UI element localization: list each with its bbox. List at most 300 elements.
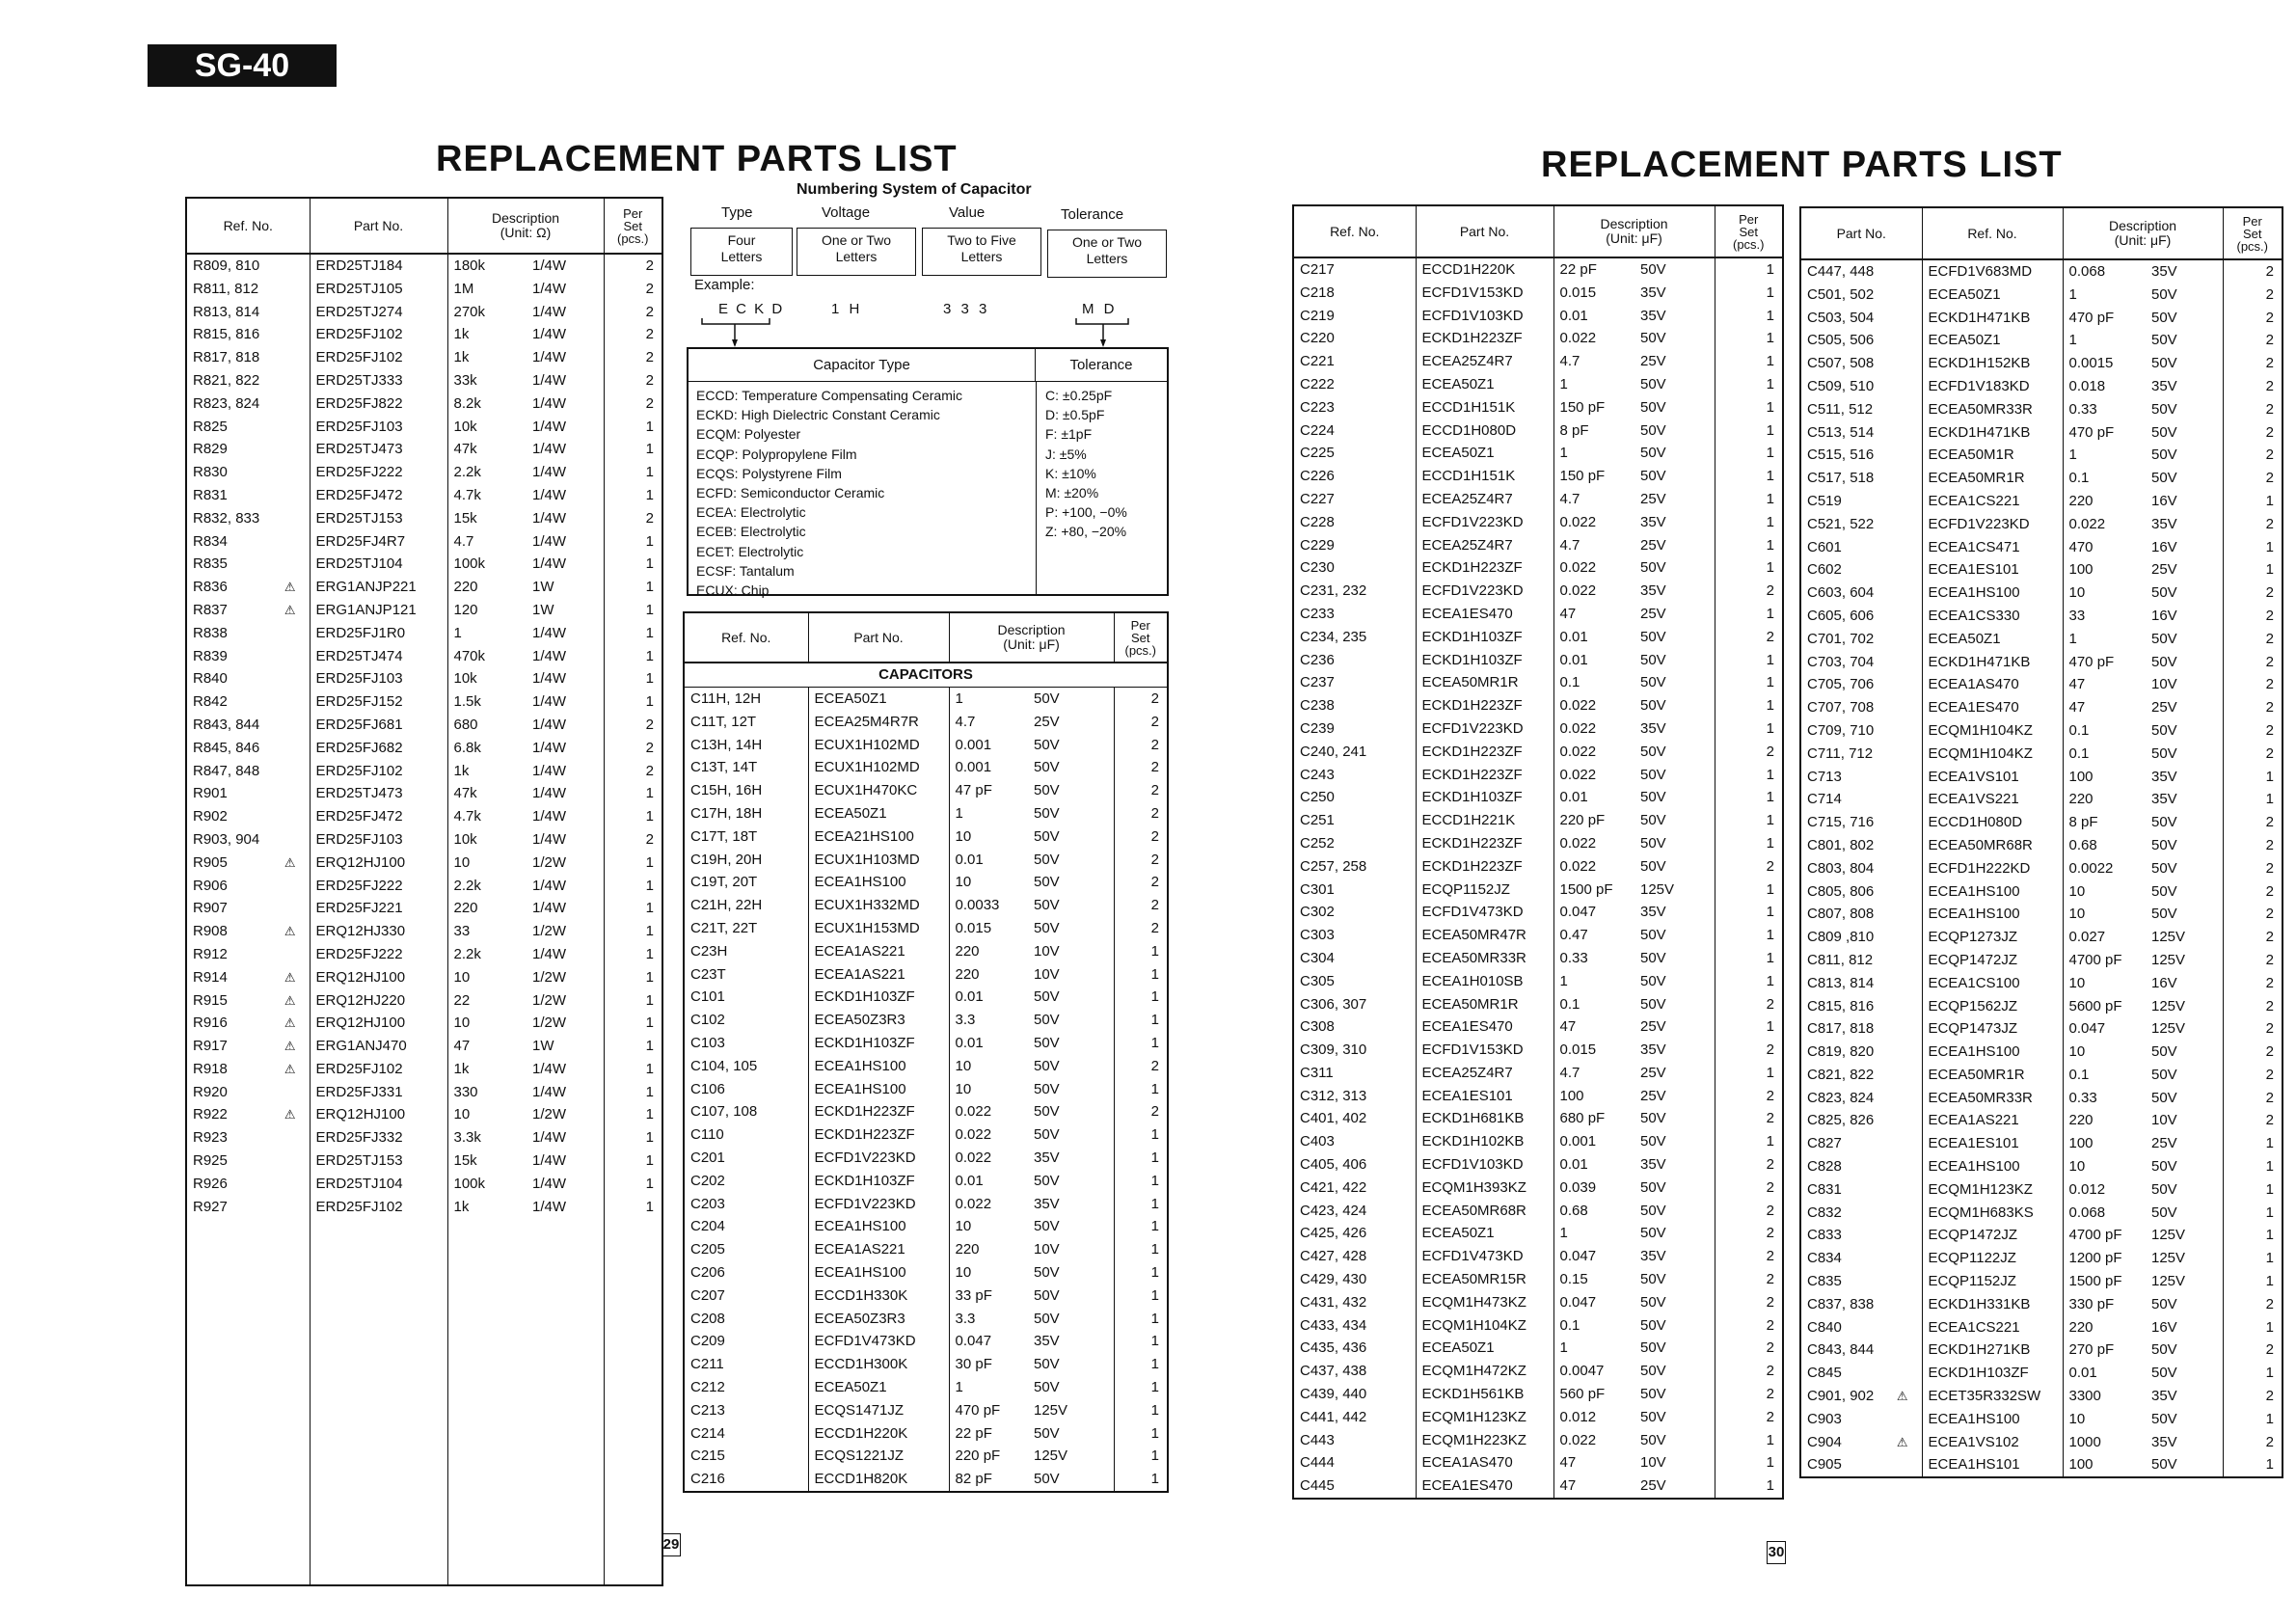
part-no-cell: ECQP1562JZ (1922, 995, 2063, 1018)
ref-no: R902 (193, 808, 228, 825)
part-no-cell: ECET35R332SW (1922, 1385, 2063, 1408)
ref-no: R845, 846 (193, 739, 260, 756)
table-row (1293, 1039, 1783, 1062)
empty-cell (527, 1447, 604, 1471)
ref-no: R815, 816 (193, 326, 260, 343)
rating-cell: 1/4W (532, 624, 567, 641)
value-cell: 3300 (2063, 1385, 2146, 1408)
table-row (186, 714, 662, 737)
part-no-cell: ERD25FJ1R0 (310, 622, 447, 645)
rating-cell: 1/4W (532, 303, 567, 320)
per-set-cell: 2 (1114, 1055, 1168, 1078)
rating-cell: 1/2W (532, 923, 567, 940)
per-set-cell: 2 (604, 507, 662, 530)
part-no-cell: ECKD1H223ZF (1416, 764, 1553, 787)
empty-cell (186, 1287, 310, 1311)
table-row (684, 756, 1168, 779)
per-set-cell: 2 (2223, 834, 2282, 857)
part-no-cell: ECQM1H104KZ (1922, 743, 2063, 766)
table-row (1293, 1314, 1783, 1338)
rating-cell: 50V (1034, 851, 1060, 868)
table-row (1293, 1107, 1783, 1130)
ref-no-cell: C444 (1300, 1454, 1335, 1472)
part-no-cell: ECEA1CS330 (1922, 605, 2063, 628)
empty-cell (310, 1218, 447, 1241)
rating-cell: 50V (2151, 470, 2177, 487)
ref-no: R809, 810 (193, 257, 260, 274)
header-part-no: Part No. (1800, 207, 1922, 259)
per-set-cell: 1 (604, 805, 662, 828)
empty-row (186, 1311, 662, 1334)
value-cell: 4.7 (1553, 350, 1634, 373)
per-set-cell: 1 (604, 1150, 662, 1173)
ref-no-cell: C206 (690, 1263, 725, 1281)
per-set-cell: 1 (1114, 1193, 1168, 1216)
ref-no-cell (1800, 1362, 1922, 1385)
table-row (186, 530, 662, 554)
table-row (186, 737, 662, 760)
rating-cell: 1/4W (532, 349, 567, 366)
rating-cell: 35V (1640, 284, 1666, 301)
value-cell: 10 (447, 1012, 527, 1035)
part-no-cell: ECEA1ES101 (1922, 558, 2063, 582)
part-no-cell: ECQS1471JZ (808, 1399, 949, 1422)
ref-no-cell: C308 (1300, 1018, 1335, 1036)
empty-cell (527, 1311, 604, 1334)
part-no-cell: ECKD1H561KB (1416, 1383, 1553, 1406)
empty-cell (186, 1311, 310, 1334)
part-no-cell: ECUX1H103MD (808, 849, 949, 872)
ref-no: C831 (1807, 1180, 1842, 1198)
rating-cell: 50V (1640, 1225, 1666, 1242)
table-row (1800, 1431, 2282, 1454)
ref-no-cell: C107, 108 (690, 1103, 758, 1121)
ref-no: C709, 710 (1807, 721, 1875, 739)
numbering-label-voltage: Voltage (822, 204, 871, 221)
empty-cell (604, 1471, 662, 1494)
capacitor-type-item: ECQM: Polyester (696, 426, 801, 443)
ref-no: C602 (1807, 561, 1842, 579)
rating-cell: 50V (1640, 1110, 1666, 1127)
part-no-cell: ERD25TJ153 (310, 507, 447, 530)
rating-cell: 1/4W (532, 418, 567, 435)
empty-cell (186, 1241, 310, 1264)
part-no-cell: ECEA21HS100 (808, 825, 949, 849)
empty-cell (310, 1562, 447, 1585)
per-set-cell: 2 (1114, 756, 1168, 779)
ref-no: R927 (193, 1198, 228, 1215)
ref-no-cell (186, 1103, 310, 1126)
rating-cell: 1/4W (532, 877, 567, 894)
empty-cell (186, 1517, 310, 1540)
per-set-cell: 1 (604, 622, 662, 645)
part-no-cell: ERD25FJ152 (310, 690, 447, 714)
part-no-cell: ECEA25Z4R7 (1416, 534, 1553, 557)
table-row (186, 1150, 662, 1173)
rating-cell: 25V (1640, 605, 1666, 622)
empty-cell (186, 1333, 310, 1356)
value-cell: 8.2k (447, 392, 527, 416)
rating-cell: 50V (2151, 1180, 2177, 1198)
per-set-cell: 2 (604, 301, 662, 324)
rating-cell: 1W (532, 601, 554, 618)
per-set-cell: 2 (1715, 1222, 1783, 1245)
rating-cell: 50V (2151, 721, 2177, 739)
part-no-cell: ECKD1H271KB (1922, 1339, 2063, 1362)
per-set-cell: 1 (1114, 1308, 1168, 1331)
ref-no-cell (186, 278, 310, 301)
part-no-cell: ECEA1CS471 (1922, 536, 2063, 559)
value-cell: 0.1 (2063, 743, 2146, 766)
value-cell: 10 (949, 1215, 1028, 1238)
ref-no-cell (186, 828, 310, 852)
per-set-cell: 1 (1715, 305, 1783, 328)
value-cell: 0.039 (1553, 1177, 1634, 1200)
table-row (186, 1012, 662, 1035)
table-row (186, 507, 662, 530)
per-set-cell: 1 (1715, 924, 1783, 947)
value-cell: 150 pF (1553, 465, 1634, 488)
table-row (1800, 259, 2282, 284)
per-set-cell: 1 (2223, 1316, 2282, 1339)
value-cell: 4.7 (1553, 488, 1634, 511)
per-set-cell: 2 (1715, 580, 1783, 603)
header-ref-no: Ref. No. (186, 198, 310, 254)
part-no-cell: ERD25FJ102 (310, 1058, 447, 1081)
ref-no-cell: C228 (1300, 513, 1335, 530)
value-cell: 220 pF (949, 1445, 1028, 1468)
rating-cell: 50V (1034, 1310, 1060, 1327)
example-label: Example: (694, 277, 755, 293)
ref-no-cell (186, 805, 310, 828)
rating-cell: 50V (1034, 1012, 1060, 1029)
table-row (186, 989, 662, 1013)
ref-no: R903, 904 (193, 830, 260, 848)
ref-no-cell (1800, 903, 1922, 926)
value-cell: 330 (447, 1081, 527, 1104)
ref-no: R914 (193, 968, 228, 986)
ref-no-cell: C15H, 16H (690, 782, 763, 799)
rating-cell: 50V (1640, 1271, 1666, 1288)
ref-no: C825, 826 (1807, 1112, 1875, 1129)
rating-cell: 35V (2151, 377, 2177, 394)
ref-no-cell (186, 645, 310, 668)
per-set-cell: 2 (2223, 1293, 2282, 1316)
ref-no-cell (1800, 1041, 1922, 1064)
rating-cell: 50V (1640, 949, 1666, 966)
value-cell: 0.0015 (2063, 352, 2146, 375)
ref-no-cell (186, 461, 310, 484)
empty-cell (186, 1402, 310, 1425)
rating-cell: 50V (1640, 398, 1666, 416)
empty-cell (186, 1379, 310, 1402)
empty-cell (527, 1264, 604, 1287)
ref-no-cell (186, 1173, 310, 1196)
tolerance-item: D: ±0.5pF (1045, 407, 1105, 423)
table-row (1293, 626, 1783, 649)
empty-cell (527, 1356, 604, 1379)
ref-no: R811, 812 (193, 280, 259, 297)
table-row (1293, 556, 1783, 580)
per-set-cell: 1 (1715, 373, 1783, 396)
rating-cell: 50V (2151, 1043, 2177, 1061)
ref-no: R831 (193, 486, 228, 503)
table-row (1293, 534, 1783, 557)
ref-no: R916 (193, 1014, 228, 1032)
empty-cell (447, 1311, 527, 1334)
table-row (684, 894, 1168, 917)
part-no-cell: ECUX1H102MD (808, 734, 949, 757)
value-cell: 0.022 (2063, 513, 2146, 536)
table-row (1800, 651, 2282, 674)
table-row (1293, 1337, 1783, 1360)
value-cell: 0.1 (2063, 719, 2146, 743)
value-cell: 0.022 (1553, 741, 1634, 764)
ref-no-cell: C401, 402 (1300, 1110, 1367, 1127)
ref-no-cell: C238 (1300, 697, 1335, 715)
value-cell: 220 (447, 576, 527, 599)
per-set-cell: 2 (604, 369, 662, 392)
table-row (684, 849, 1168, 872)
per-set-cell: 1 (2223, 1202, 2282, 1225)
table-row (186, 254, 662, 278)
ref-no: C803, 804 (1807, 859, 1875, 877)
rating-cell: 50V (2151, 653, 2177, 670)
value-cell: 0.015 (1553, 1039, 1634, 1062)
per-set-cell: 2 (604, 392, 662, 416)
table-row (186, 690, 662, 714)
value-cell: 22 (447, 989, 527, 1013)
value-cell: 0.022 (949, 1100, 1028, 1123)
ref-no-cell (1800, 1247, 1922, 1270)
part-no-cell: ECEA1VS221 (1922, 788, 2063, 811)
rating-cell: 50V (2151, 859, 2177, 877)
tolerance-item: Z: +80, −20% (1045, 524, 1127, 540)
rating-cell: 1/4W (532, 532, 567, 550)
part-no-cell: ECEA1AS470 (1416, 1451, 1553, 1474)
part-no-cell: ECEA1HS100 (1922, 1408, 2063, 1431)
value-cell: 0.01 (949, 1170, 1028, 1193)
ref-no-cell: C218 (1300, 284, 1335, 301)
ref-no-cell (1800, 1224, 1922, 1247)
per-set-cell: 1 (1715, 1062, 1783, 1085)
per-set-cell: 1 (1715, 488, 1783, 511)
value-cell: 10 (2063, 582, 2146, 605)
value-cell: 100 (2063, 766, 2146, 789)
value-cell: 4.7k (447, 484, 527, 507)
rating-cell: 35V (1640, 1248, 1666, 1265)
empty-cell (447, 1494, 527, 1517)
per-set-cell: 2 (2223, 719, 2282, 743)
ref-no-cell (1800, 1087, 1922, 1110)
rating-cell: 25V (1640, 1064, 1666, 1081)
capacitor-type-item: ECSF: Tantalum (696, 562, 795, 579)
ref-no-cell (186, 576, 310, 599)
rating-cell: 16V (2151, 974, 2177, 991)
safety-warning-icon: ⚠ (284, 580, 296, 595)
per-set-cell: 1 (2223, 766, 2282, 789)
rating-cell: 50V (2151, 332, 2177, 349)
ref-no-cell (1800, 972, 1922, 995)
header-description: Description (Unit: μF) (949, 612, 1114, 663)
header-part-no: Part No. (808, 612, 949, 663)
table-row (1800, 284, 2282, 307)
value-cell: 0.047 (949, 1330, 1028, 1353)
rating-cell: 1/4W (532, 693, 567, 711)
ref-no-cell: C223 (1300, 398, 1335, 416)
value-cell: 1 (1553, 373, 1634, 396)
per-set-cell: 2 (604, 714, 662, 737)
table-row (186, 645, 662, 668)
per-set-cell: 1 (1114, 1123, 1168, 1147)
ref-no-cell (1800, 1155, 1922, 1178)
ref-no-cell: C403 (1300, 1133, 1335, 1150)
part-no-cell: ECFD1V473KD (808, 1330, 949, 1353)
part-no-cell: ERQ12HJ220 (310, 989, 447, 1013)
part-no-cell: ECEA25Z4R7 (1416, 350, 1553, 373)
per-set-cell: 1 (604, 667, 662, 690)
part-no-cell: ECCD1H220K (1416, 257, 1553, 282)
table-row (186, 392, 662, 416)
table-row (186, 852, 662, 875)
rating-cell: 50V (1640, 1363, 1666, 1380)
rating-cell: 50V (1034, 759, 1060, 776)
empty-cell (310, 1356, 447, 1379)
ref-no-cell (1800, 651, 1922, 674)
per-set-cell: 1 (1114, 1238, 1168, 1261)
rating-cell: 35V (1640, 719, 1666, 737)
per-set-cell: 2 (604, 346, 662, 369)
table-row (1800, 628, 2282, 651)
value-cell: 0.022 (949, 1123, 1028, 1147)
table-row (1293, 327, 1783, 350)
ref-no-cell: C11H, 12H (690, 690, 762, 707)
rating-cell: 125V (1640, 880, 1675, 898)
value-cell: 47 (1553, 1474, 1634, 1499)
empty-cell (186, 1540, 310, 1563)
example-brackets (690, 314, 1173, 349)
per-set-cell: 1 (1114, 986, 1168, 1009)
value-cell: 0.33 (2063, 398, 2146, 421)
value-cell: 47k (447, 438, 527, 461)
part-no-cell: ECEA1HS100 (808, 1215, 949, 1238)
per-set-cell: 1 (2223, 1224, 2282, 1247)
per-set-cell: 2 (2223, 1385, 2282, 1408)
ref-no-cell (1800, 490, 1922, 513)
ref-no-cell: C301 (1300, 880, 1335, 898)
empty-cell (447, 1379, 527, 1402)
rating-cell: 50V (2151, 1341, 2177, 1359)
per-set-cell: 1 (2223, 1453, 2282, 1477)
ref-no-cell: C427, 428 (1300, 1248, 1367, 1265)
empty-row (186, 1517, 662, 1540)
header-description: Description (Unit: μF) (1553, 205, 1715, 257)
value-cell: 0.022 (1553, 580, 1634, 603)
ref-no-cell (1800, 1431, 1922, 1454)
rating-cell: 1/4W (532, 441, 567, 458)
value-cell: 47 (2063, 696, 2146, 719)
rating-cell: 1/4W (532, 647, 567, 664)
ref-no-cell: C225 (1300, 445, 1335, 462)
table-row (684, 825, 1168, 849)
header-description: Description (Unit: Ω) (447, 198, 604, 254)
part-no-cell: ECFD1V223KD (1416, 717, 1553, 741)
value-cell: 33 (2063, 605, 2146, 628)
ref-no-cell (186, 553, 310, 576)
table-row (684, 1376, 1168, 1399)
table-row (186, 461, 662, 484)
table-row (1293, 649, 1783, 672)
empty-cell (310, 1379, 447, 1402)
header-part-no: Part No. (1416, 205, 1553, 257)
empty-row (186, 1379, 662, 1402)
rating-cell: 25V (1640, 353, 1666, 370)
table-row (1293, 879, 1783, 902)
empty-row (186, 1447, 662, 1471)
per-set-cell: 1 (604, 576, 662, 599)
per-set-cell: 1 (1715, 947, 1783, 970)
empty-cell (310, 1494, 447, 1517)
value-cell: 330 pF (2063, 1293, 2146, 1316)
capacitor-type-item: ECUX: Chip (696, 582, 770, 598)
tolerance-item: C: ±0.25pF (1045, 388, 1113, 403)
table-row (1800, 972, 2282, 995)
part-no-cell: ECEA50Z1 (1416, 373, 1553, 396)
ref-no-cell (186, 1081, 310, 1104)
part-no-cell: ECEA50Z1 (808, 688, 949, 711)
value-cell: 47k (447, 782, 527, 805)
part-no-cell: ECFD1H222KD (1922, 857, 2063, 880)
table-row (1800, 811, 2282, 834)
value-cell: 0.01 (1553, 786, 1634, 809)
part-no-cell: ECEA50M1R (1922, 444, 2063, 467)
table-row (186, 828, 662, 852)
part-no-cell: ECEA1HS100 (808, 1261, 949, 1285)
safety-warning-icon: ⚠ (284, 602, 296, 617)
rating-cell: 35V (1640, 1041, 1666, 1059)
ref-no-cell (1800, 605, 1922, 628)
ref-no: R842 (193, 693, 228, 711)
ref-no: C845 (1807, 1365, 1842, 1382)
part-no-cell: ECEA1HS100 (1922, 903, 2063, 926)
part-no-cell: ECQP1122JZ (1922, 1247, 2063, 1270)
safety-warning-icon: ⚠ (284, 1015, 296, 1031)
per-set-cell: 1 (604, 989, 662, 1013)
ref-no-cell: C221 (1300, 353, 1335, 370)
per-set-cell: 2 (604, 323, 662, 346)
ref-no-cell (1800, 1202, 1922, 1225)
rating-cell: 25V (1640, 1477, 1666, 1495)
empty-cell (310, 1425, 447, 1448)
empty-cell (604, 1311, 662, 1334)
capacitor-type-item: ECEB: Electrolytic (696, 524, 806, 540)
part-no-cell: ECEA1H010SB (1416, 970, 1553, 993)
rating-cell: 35V (1640, 582, 1666, 600)
per-set-cell: 2 (1715, 993, 1783, 1016)
rating-cell: 50V (2151, 1204, 2177, 1221)
value-cell: 10 (2063, 1408, 2146, 1431)
value-cell: 2.2k (447, 461, 527, 484)
ref-no-cell: C216 (690, 1471, 725, 1488)
table-row (186, 301, 662, 324)
value-cell: 1k (447, 346, 527, 369)
per-set-cell: 1 (2223, 1155, 2282, 1178)
per-set-cell: 1 (604, 461, 662, 484)
part-no-cell: ECQM1H472KZ (1416, 1360, 1553, 1383)
ref-no: R839 (193, 647, 228, 664)
rating-cell: 125V (2151, 1250, 2186, 1267)
empty-row (186, 1333, 662, 1356)
